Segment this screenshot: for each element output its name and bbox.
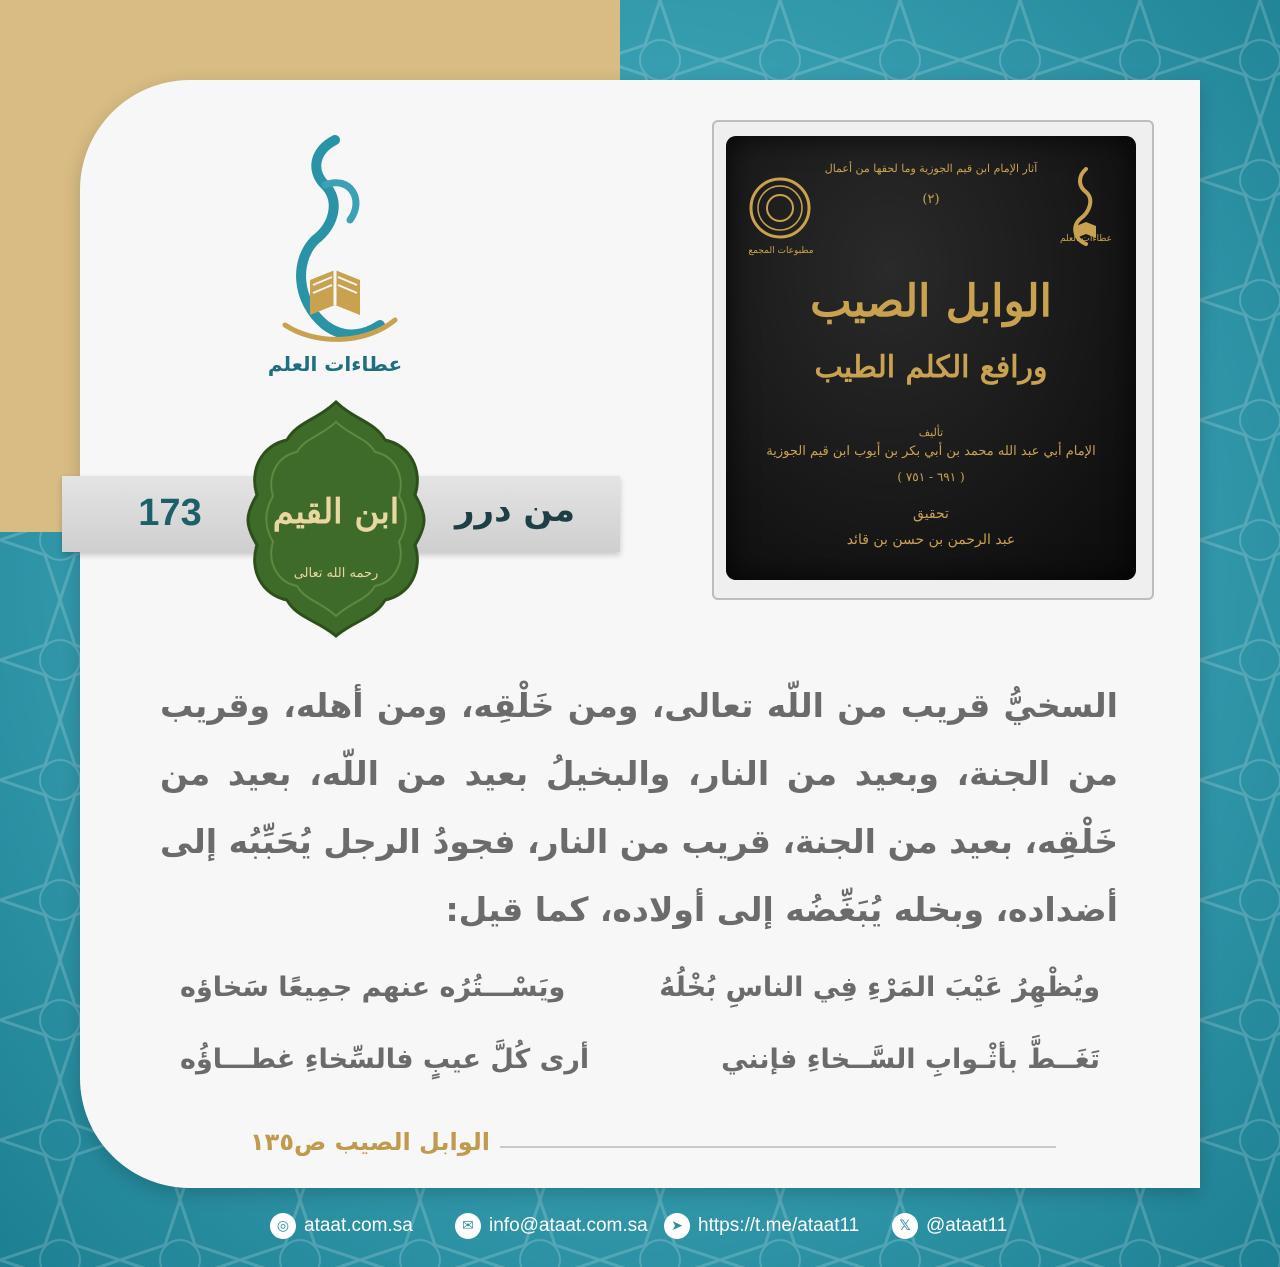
poem-hemistich-left: أرى كُلَّ عيبٍ فالسِّخاءِ غطـــاؤُه	[180, 1044, 590, 1075]
book-dates: ( ٦٩١ - ٧٥١ )	[897, 470, 965, 484]
x-twitter-icon: 𝕏	[892, 1213, 918, 1239]
footer-x[interactable]	[892, 1212, 1007, 1240]
source-divider	[500, 1146, 1056, 1148]
book-editor: عبد الرحمن بن حسن بن قائد	[846, 532, 1016, 548]
globe-icon: ◎	[270, 1213, 296, 1239]
publisher-left-name: مطبوعات المجمع	[748, 246, 814, 256]
book-title: الوابل الصيب	[810, 276, 1052, 327]
footer-website-text: ataat.com.sa	[304, 1215, 413, 1236]
footer-email[interactable]	[455, 1212, 648, 1240]
book-editor-label: تحقيق	[913, 506, 949, 522]
book-pen-logo-icon	[255, 130, 415, 380]
banner-label: من درر	[454, 490, 576, 530]
seal-icon	[748, 176, 812, 240]
book-subtitle: ورافع الكلم الطيب	[814, 350, 1048, 385]
telegram-icon: ➤	[664, 1213, 690, 1239]
badge-title: ابن القيم	[272, 492, 400, 532]
footer-telegram-text: https://t.me/ataat11	[698, 1215, 860, 1236]
book-author-label: تأليف	[918, 426, 944, 439]
poem-hemistich-right: تَغَــطَّ بأثْـوابِ السَّــخاءِ فإنني	[721, 1044, 1100, 1075]
post-number: 173	[138, 492, 202, 534]
badge-subtitle: رحمه الله تعالى	[293, 566, 379, 581]
poem-hemistich-left: ويَسْـــتُرُه عنهم جمِيعًا سَخاؤه	[180, 972, 566, 1003]
quote-text: السخيُّ قريب من اللّه تعالى، ومن خَلْقِه، ومن أهله، وقريب من الجنة، وبعيد من النار، والبخيلُ بعيد من اللّه، بعيد من خَلْقِه، بعيد من الجنة، قريب من النار، فجودُ الرجل يُحَبِّبُه إلى أضداده، وبخله يُبَغِّضُه إلى أولاده، كما قيل:	[160, 686, 1118, 929]
logo-name: عطاءات العلم	[267, 352, 403, 376]
footer-x-text: @ataat11	[926, 1215, 1008, 1236]
mail-icon: ✉	[455, 1213, 481, 1239]
footer-email-text: info@ataat.com.sa	[489, 1215, 648, 1236]
book-cover	[726, 136, 1136, 580]
footer-website[interactable]	[270, 1212, 413, 1240]
publisher-right-name: عطاءات العلم	[1059, 234, 1113, 244]
book-series: آثار الإمام ابن قيم الجوزية وما لحقها من أعمال	[824, 162, 1038, 175]
footer-telegram[interactable]	[664, 1212, 859, 1240]
poem-verse	[180, 1044, 1100, 1094]
footer-contacts	[0, 1202, 1280, 1250]
book-volume: (٢)	[922, 192, 940, 207]
poem-verse	[180, 972, 1100, 1022]
source-reference: الوابل الصيب ص١٣٥	[250, 1128, 490, 1156]
book-author: الإمام أبي عبد الله محمد بن أبي بكر بن أيوب ابن قيم الجوزية	[766, 444, 1096, 459]
poem-hemistich-right: ويُظْهِرُ عَيْبَ المَرْءِ فِي الناسِ بُخْلُهُ	[659, 972, 1100, 1003]
